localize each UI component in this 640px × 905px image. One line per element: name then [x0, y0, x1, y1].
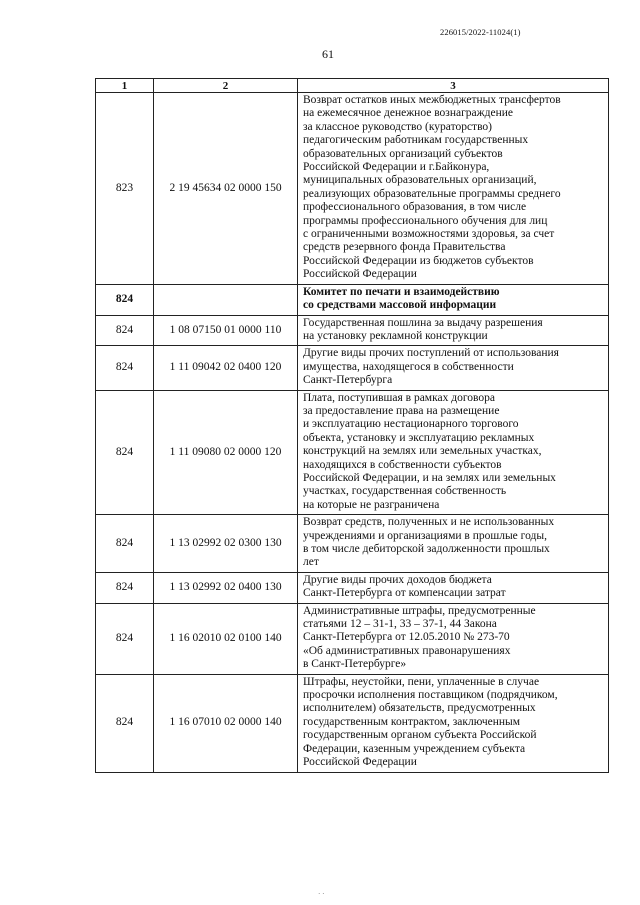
table-row — [96, 390, 609, 515]
description-line: имущества, находящегося в собственности — [303, 360, 514, 373]
description-line: Российской Федерации — [303, 268, 417, 281]
description-line: Другие виды прочих доходов бюджета — [303, 573, 492, 586]
budget-code-cell: 1 08 07150 01 0000 110 — [154, 315, 298, 346]
description-line: на которые не разграничена — [303, 498, 440, 511]
description-line: Другие виды прочих поступлений от использования — [303, 347, 559, 360]
description-line: Плата, поступившая в рамках договора — [303, 391, 495, 404]
description-line: учреждениями и организациями в прошлые годы, — [303, 529, 547, 542]
revenue-codes-table — [95, 78, 609, 773]
description-line: Возврат остатков иных межбюджетных трансфертов — [303, 94, 561, 106]
table-row — [96, 284, 609, 315]
description-line: с ограниченными возможностями здоровья, за счет — [303, 228, 555, 241]
description-line: Санкт-Петербурга от 12.05.2010 № 273-70 — [303, 631, 510, 644]
page-number: 61 — [322, 47, 334, 61]
description-line: со средствами массовой информации — [303, 299, 497, 312]
description-line: Российской Федерации из бюджетов субъектов — [303, 254, 534, 267]
description-line: Санкт-Петербурга от компенсации затрат — [303, 587, 506, 600]
description-cell — [298, 346, 609, 390]
budget-code-cell: 1 11 09080 02 0000 120 — [154, 390, 298, 515]
budget-code-cell: 1 13 02992 02 0400 130 — [154, 572, 298, 603]
admin-code-cell: 824 — [96, 515, 154, 573]
description-cell — [298, 284, 609, 315]
description-line: «Об административных правонарушениях — [303, 644, 511, 657]
description-cell — [298, 603, 609, 674]
column-header-3: 3 — [298, 79, 609, 93]
description-line: реализующих образовательные программы среднего — [303, 187, 561, 200]
admin-code-cell: 824 — [96, 346, 154, 390]
description-cell — [298, 515, 609, 573]
description-line: находящихся в собственности субъектов — [303, 458, 502, 471]
description-line: государственным контрактом, заключенным — [303, 715, 521, 728]
description-line: в том числе дебиторской задолженности прошлых — [303, 543, 550, 555]
description-cell — [298, 674, 609, 772]
description-line: средств резервного фонда Правительства — [303, 241, 506, 254]
description-line: участках, государственная собственность — [303, 485, 507, 498]
budget-code-cell: 1 13 02992 02 0300 130 — [154, 515, 298, 573]
budget-code-cell — [154, 284, 298, 315]
budget-code-cell: 2 19 45634 02 0000 150 — [154, 93, 298, 285]
description-line: Российской Федерации и г.Байконура, — [303, 161, 490, 174]
description-line: лет — [303, 556, 319, 569]
description-line: за классное руководство (кураторство) — [303, 120, 493, 133]
description-cell — [298, 93, 609, 285]
description-line: муниципальных образовательных организаций, — [303, 174, 537, 187]
description-line: исполнителем) обязательств, предусмотренных — [303, 702, 536, 715]
description-cell — [298, 315, 609, 346]
admin-code-cell: 824 — [96, 603, 154, 674]
description-line: объекта, установку и эксплуатацию рекламных — [303, 431, 535, 444]
description-line: на установку рекламной конструкции — [303, 329, 488, 342]
description-line: статьями 12 – 31-1, 33 – 37-1, 44 Закона — [303, 618, 497, 631]
budget-code-cell: 1 11 09042 02 0400 120 — [154, 346, 298, 390]
description-line: конструкций на землях или земельных участках, — [303, 445, 542, 458]
table-row — [96, 315, 609, 346]
description-line: просрочки исполнения поставщиком (подрядчиком, — [303, 689, 558, 702]
budget-code-cell: 1 16 02010 02 0100 140 — [154, 603, 298, 674]
table-body — [96, 93, 609, 773]
description-line: на ежемесячное денежное вознаграждение — [303, 107, 513, 120]
table-row — [96, 515, 609, 573]
table-row — [96, 603, 609, 674]
table-header-row — [96, 79, 609, 93]
description-line: Штрафы, неустойки, пени, уплаченные в случае — [303, 675, 540, 688]
description-line: программы профессионального обучения для лиц — [303, 214, 548, 227]
description-line: государственным органом субъекта Российской — [303, 729, 537, 742]
description-line: в Санкт-Петербурге» — [303, 658, 407, 671]
table-row — [96, 572, 609, 603]
admin-code-cell: 824 — [96, 284, 154, 315]
description-line: образовательных организаций субъектов — [303, 147, 503, 160]
description-cell — [298, 572, 609, 603]
admin-code-cell: 824 — [96, 315, 154, 346]
description-line: Возврат средств, полученных и не использованных — [303, 516, 555, 529]
table-row — [96, 674, 609, 772]
description-line: Государственная пошлина за выдачу разрешения — [303, 316, 543, 329]
description-line: Российской Федерации, и на землях или земельных — [303, 471, 556, 484]
description-line: Административные штрафы, предусмотренные — [303, 604, 536, 617]
table-row — [96, 93, 609, 285]
description-cell — [298, 390, 609, 515]
description-line: и эксплуатацию нестационарного торгового — [303, 418, 519, 431]
document-id: 226015/2022-11024(1) — [440, 27, 521, 37]
column-header-2: 2 — [154, 79, 298, 93]
description-line: Российской Федерации — [303, 756, 417, 769]
admin-code-cell: 824 — [96, 674, 154, 772]
description-line: Федерации, казенным учреждением субъекта — [303, 742, 526, 755]
scan-mark: · · — [318, 890, 325, 898]
column-header-1: 1 — [96, 79, 154, 93]
description-line: педагогическим работникам государственных — [303, 134, 529, 147]
description-line: за предоставление права на размещение — [303, 404, 500, 417]
description-line: Санкт-Петербурга — [303, 374, 393, 387]
budget-code-cell: 1 16 07010 02 0000 140 — [154, 674, 298, 772]
admin-code-cell: 823 — [96, 93, 154, 285]
table-row — [96, 346, 609, 390]
description-line: Комитет по печати и взаимодействию — [303, 285, 500, 298]
description-line: профессионального образования, в том числе — [303, 201, 527, 214]
admin-code-cell: 824 — [96, 390, 154, 515]
admin-code-cell: 824 — [96, 572, 154, 603]
